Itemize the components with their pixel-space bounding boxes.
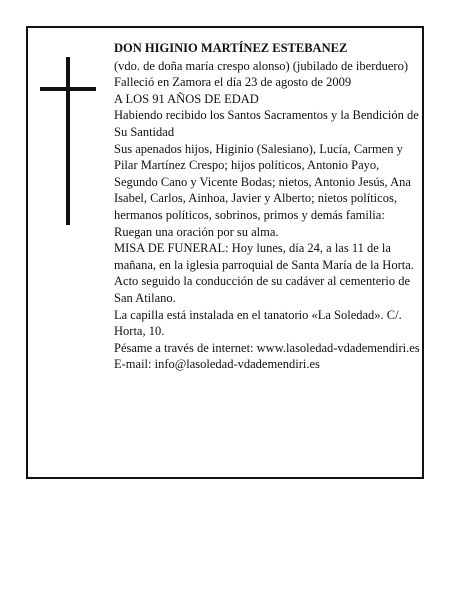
deceased-name: DON HIGINIO MARTÍNEZ ESTEBANEZ (114, 41, 348, 55)
chapel-line: La capilla está instalada en el tanatorio «La Soledad». C/. Horta, 10. (114, 307, 402, 339)
age-line: A LOS 91 AÑOS DE EDAD (114, 91, 259, 106)
family-line: Sus apenados hijos, Higinio (Salesiano), Lucía, Carmen y Pilar Martínez Crespo; hijos políticos, Antonio Payo, Segundo Cano y Vicente Bodas; nietos, Antonio Jesús, Ana Isabel, Carlos, Ainhoa, Javier y Alberto; nietos políticos, hermanos políticos, sobrinos, primos y demás familia: (114, 141, 411, 222)
cross-vertical-bar (66, 57, 70, 225)
obituary-notice (26, 26, 424, 479)
funeral-line: MISA DE FUNERAL: Hoy lunes, día 24, a las 11 de la mañana, en la iglesia parroquial de Santa María de la Horta. Acto seguido la conducción de su cadáver al cementerio de San Atilano. (114, 241, 414, 305)
widower-note: (vdo. de doña maría crespo alonso) (jubilado de iberduero) (114, 58, 408, 73)
obituary-text (114, 40, 420, 373)
death-date: Falleció en Zamora el día 23 de agosto de 2009 (114, 75, 352, 90)
cross-horizontal-bar (40, 87, 96, 91)
sacraments-line: Habiendo recibido los Santos Sacramentos y la Bendición de Su Santidad (114, 108, 419, 139)
condolence-line: Pésame a través de internet: www.lasoledad-vdademendiri.es (114, 340, 420, 355)
prayer-line: Ruegan una oración por su alma. (114, 224, 279, 239)
email-line: E-mail: info@lasoledad-vdademendiri.es (114, 357, 320, 372)
cross-icon (40, 57, 96, 225)
